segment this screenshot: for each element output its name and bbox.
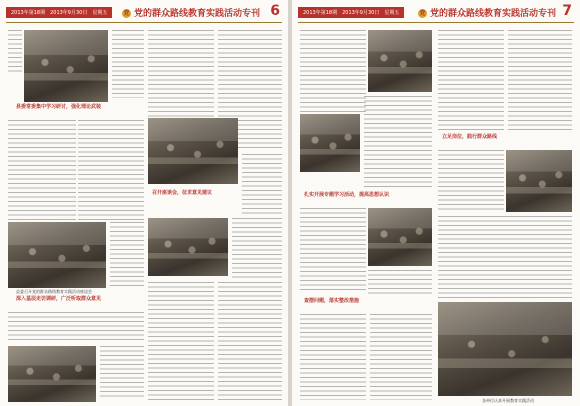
article-photo	[368, 30, 432, 92]
text-column	[100, 346, 144, 400]
text-column	[110, 222, 144, 288]
left-photo-caption: 县委召开党的群众路线教育实践活动座谈会	[16, 289, 92, 294]
text-column	[300, 314, 366, 400]
article-photo	[368, 208, 432, 266]
text-column	[300, 30, 366, 112]
left-headline-3: 召开座谈会，征求意见建议	[152, 190, 213, 196]
text-column	[148, 282, 214, 400]
left-page-header	[6, 5, 282, 23]
text-column	[438, 216, 572, 298]
text-column	[78, 120, 144, 220]
right-photo-caption: 各单位认真开展教育实践活动	[482, 398, 534, 403]
left-headline-2: 深入基层走访调研，广泛听取群众意见	[16, 296, 102, 302]
article-photo	[8, 346, 96, 402]
article-photo	[300, 114, 360, 172]
article-photo	[438, 302, 572, 396]
text-column	[218, 282, 282, 400]
text-column	[300, 208, 366, 290]
party-emblem-icon: 党	[419, 10, 426, 17]
right-page	[292, 0, 580, 406]
text-column	[364, 96, 432, 188]
right-headline-2: 查摆问题，落实整改措施	[304, 298, 360, 304]
text-column	[8, 30, 22, 75]
text-column	[370, 314, 432, 400]
right-headline-1: 扎实开展专题学习活动，提高思想认识	[304, 192, 390, 198]
article-photo	[148, 118, 238, 184]
right-headline-3: 立足岗位，践行群众路线	[442, 134, 498, 140]
article-photo	[148, 218, 228, 276]
left-masthead	[122, 6, 260, 19]
left-headline-1: 县委常委集中学习研讨，强化理论武装	[16, 104, 102, 110]
left-issue-line: 2013年第18期 2013年9月30日 星期五	[6, 7, 112, 18]
right-issue-line: 2013年第18期 2013年9月30日 星期五	[298, 7, 404, 18]
right-masthead-title: 党的群众路线教育实践活动专刊	[430, 9, 557, 19]
article-photo	[8, 222, 106, 288]
text-column	[8, 120, 76, 220]
text-column	[232, 218, 282, 278]
party-emblem-icon: 党	[123, 10, 130, 17]
text-column	[242, 154, 282, 214]
left-page	[0, 0, 288, 406]
text-column	[112, 30, 144, 98]
right-page-number: 7	[562, 3, 572, 19]
left-masthead-title: 党的群众路线教育实践活动专刊	[134, 9, 261, 19]
text-column	[438, 30, 504, 130]
text-column	[438, 150, 504, 212]
right-masthead	[418, 6, 556, 19]
left-page-number: 6	[270, 3, 280, 19]
right-page-header	[298, 5, 574, 23]
article-photo	[24, 30, 108, 102]
text-column	[8, 312, 144, 342]
article-photo	[506, 150, 572, 212]
text-column	[368, 270, 432, 296]
text-column	[508, 30, 572, 130]
